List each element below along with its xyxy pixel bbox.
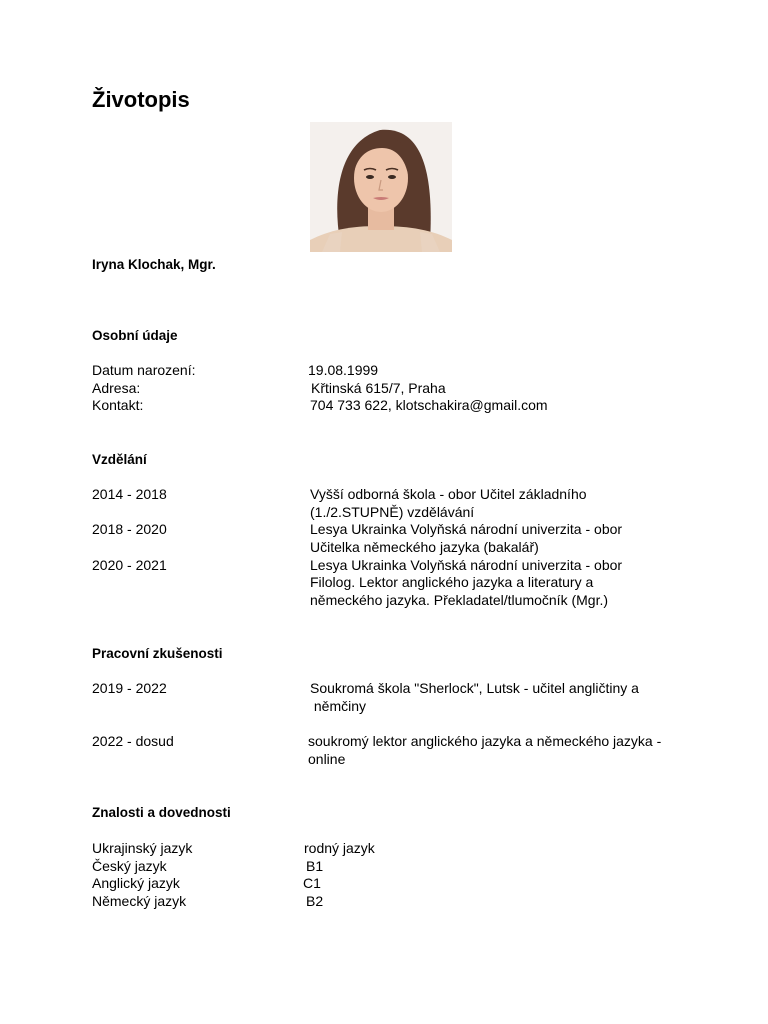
skill-label: Německý jazyk xyxy=(92,892,187,909)
row-description xyxy=(310,521,622,556)
row-value: 19.08.1999 xyxy=(308,362,379,378)
skill-value: rodný jazyk xyxy=(304,840,375,856)
section-heading-work: Pracovní zkušenosti xyxy=(92,646,223,661)
row-label: Adresa: xyxy=(92,379,141,396)
description-line: (1./2.STUPNĚ) vzdělávání xyxy=(310,503,475,520)
page-title: Životopis xyxy=(92,87,190,112)
skill-label: Anglický jazyk xyxy=(92,875,180,891)
row-label: Datum narození: xyxy=(92,362,196,378)
skill-value: B1 xyxy=(306,857,324,874)
description-line: Soukromá škola "Sherlock", Lutsk - učitel angličtiny a xyxy=(310,680,639,696)
section-heading-education: Vzdělání xyxy=(92,452,147,467)
person-name: Iryna Klochak, Mgr. xyxy=(92,257,216,272)
description-line: Filolog. Lektor anglického jazyka a literatury a xyxy=(310,574,594,590)
row-period: 2020 - 2021 xyxy=(92,556,167,573)
row-value: Křtinská 615/7, Praha xyxy=(311,379,446,396)
description-line: němčiny xyxy=(310,697,367,714)
row-description xyxy=(310,557,622,610)
row-period: 2019 - 2022 xyxy=(92,680,167,696)
skill-label: Český jazyk xyxy=(92,857,167,874)
description-line: Vyšší odborná škola - obor Učitel základního xyxy=(310,486,587,502)
description-line: Učitelka německého jazyka (bakalář) xyxy=(310,538,539,555)
row-period: 2018 - 2020 xyxy=(92,521,167,537)
description-line: soukromý lektor anglického jazyka a německého jazyka - xyxy=(308,733,662,749)
skill-value: C1 xyxy=(303,875,321,891)
skill-value: B2 xyxy=(306,892,324,909)
profile-photo xyxy=(310,122,452,252)
row-label: Kontakt: xyxy=(92,397,144,413)
description-line: německého jazyka. Překladatel/tlumočník (Mgr.) xyxy=(310,591,609,608)
section-heading-personal: Osobní údaje xyxy=(92,328,178,343)
description-line: online xyxy=(308,750,346,767)
row-description xyxy=(310,486,587,521)
row-description xyxy=(310,680,639,715)
description-line: Lesya Ukrainka Volyňská národní univerzita - obor xyxy=(310,556,623,573)
row-value: 704 733 622, klotschakira@gmail.com xyxy=(310,397,548,413)
section-heading-skills: Znalosti a dovednosti xyxy=(92,805,231,820)
row-description xyxy=(308,733,661,768)
row-period: 2014 - 2018 xyxy=(92,486,167,502)
skill-label: Ukrajinský jazyk xyxy=(92,840,193,856)
row-period: 2022 - dosud xyxy=(92,733,174,749)
description-line: Lesya Ukrainka Volyňská národní univerzita - obor xyxy=(310,521,623,537)
